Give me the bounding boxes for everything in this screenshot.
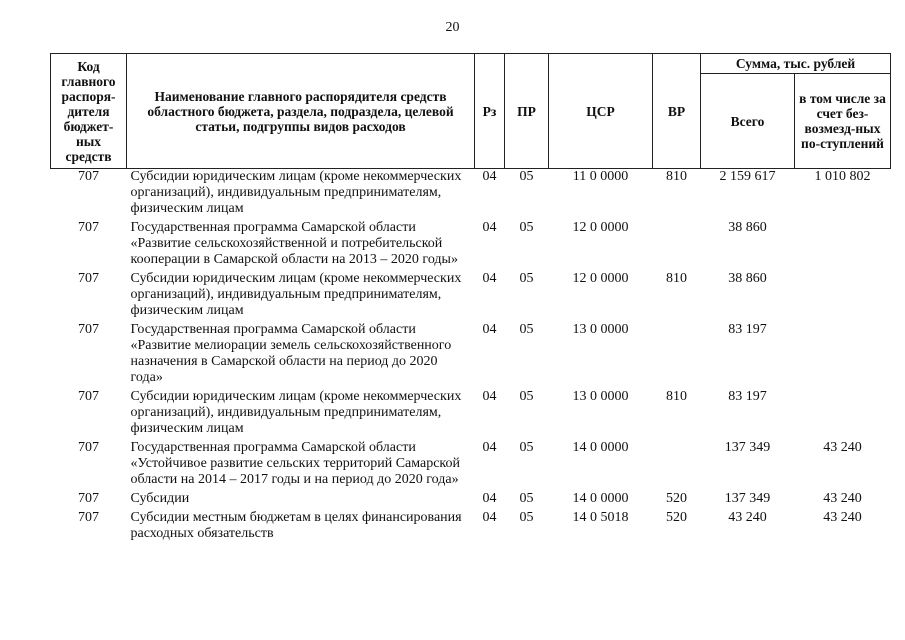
row-name: Субсидии местным бюджетам в целях финансирования расходных обязательств [130,510,462,541]
row-pr: 05 [519,220,534,235]
row-vr [653,440,701,491]
row-csr: 14 0 0000 [572,440,629,455]
row-rz: 04 [482,169,497,184]
row-pr: 05 [519,169,534,184]
row-incl: 43 240 [823,491,862,506]
row-rz: 04 [482,440,497,455]
row-csr: 12 0 0000 [572,220,629,235]
table-row [51,322,891,389]
row-name: Субсидии юридическим лицам (кроме некоммерческих организаций), индивидуальным предпринимателям, физическим лицам [130,389,462,436]
row-incl [795,389,891,440]
row-name: Субсидии [130,491,190,506]
row-rz: 04 [482,491,497,506]
row-incl: 43 240 [823,510,862,525]
row-vr: 810 [666,389,687,404]
table-row [51,220,891,271]
row-code: 707 [78,389,99,404]
row-rz: 04 [482,271,497,286]
row-total: 83 197 [728,322,767,337]
row-total: 38 860 [728,271,767,286]
row-code: 707 [78,491,99,506]
row-name: Субсидии юридическим лицам (кроме некоммерческих организаций), индивидуальным предпринимателям, физическим лицам [130,271,462,318]
row-pr: 05 [519,491,534,506]
header-code: Код главного распоря-дителя бюджет-ных средств [51,54,127,169]
row-csr: 14 0 5018 [572,510,629,525]
header-incl: в том числе за счет без-возмезд-ных по-ступлений [795,74,891,169]
row-pr: 05 [519,271,534,286]
row-name: Государственная программа Самарской области «Устойчивое развитие сельских территорий Самарской области на 2014 – 2017 годы и на период до 2020 года» [130,440,461,487]
row-rz: 04 [482,510,497,525]
budget-table [50,53,891,545]
table-row [51,271,891,322]
row-total: 137 349 [724,491,771,506]
row-total: 43 240 [728,510,767,525]
row-name: Государственная программа Самарской области «Развитие сельскохозяйственной и потребительской кооперации в Самарской области на 2013 – 2020 годы» [130,220,458,267]
header-sum: Сумма, тыс. рублей [701,54,891,74]
row-code: 707 [78,510,99,525]
table-row [51,389,891,440]
row-incl [795,271,891,322]
header-vr: ВР [653,54,701,169]
row-code: 707 [78,322,99,337]
row-rz: 04 [482,389,497,404]
row-incl: 1 010 802 [814,169,871,184]
row-csr: 13 0 0000 [572,322,629,337]
row-incl [795,322,891,389]
header-pr: ПР [505,54,549,169]
table-body [51,169,891,546]
row-vr: 520 [666,491,687,506]
row-csr: 14 0 0000 [572,491,629,506]
row-name: Государственная программа Самарской области «Развитие мелиорации земель сельскохозяйственного назначения в Самарской области на период до 2020 года» [130,322,452,385]
row-total: 38 860 [728,220,767,235]
table-row [51,491,891,510]
row-csr: 12 0 0000 [572,271,629,286]
row-rz: 04 [482,322,497,337]
header-name: Наименование главного распорядителя средств областного бюджета, раздела, подраздела, целевой статьи, подгруппы видов расходов [127,54,475,169]
row-code: 707 [78,271,99,286]
row-code: 707 [78,440,99,455]
row-vr [653,322,701,389]
row-incl: 43 240 [823,440,862,455]
row-code: 707 [78,169,99,184]
page-number: 20 [445,20,460,35]
row-incl [795,220,891,271]
row-total: 137 349 [724,440,771,455]
row-total: 83 197 [728,389,767,404]
table-row [51,440,891,491]
table-header [51,54,891,169]
row-csr: 11 0 0000 [572,169,629,184]
header-total: Всего [701,74,795,169]
table-row [51,169,891,221]
table-row [51,510,891,545]
row-pr: 05 [519,440,534,455]
row-total: 2 159 617 [719,169,776,184]
row-rz: 04 [482,220,497,235]
row-name: Субсидии юридическим лицам (кроме некоммерческих организаций), индивидуальным предпринимателям, физическим лицам [130,169,462,216]
row-pr: 05 [519,389,534,404]
header-csr: ЦСР [549,54,653,169]
row-pr: 05 [519,322,534,337]
row-vr: 810 [666,271,687,286]
row-vr: 520 [666,510,687,525]
header-rz: Рз [475,54,505,169]
row-pr: 05 [519,510,534,525]
row-vr [653,220,701,271]
row-vr: 810 [666,169,687,184]
row-code: 707 [78,220,99,235]
row-csr: 13 0 0000 [572,389,629,404]
